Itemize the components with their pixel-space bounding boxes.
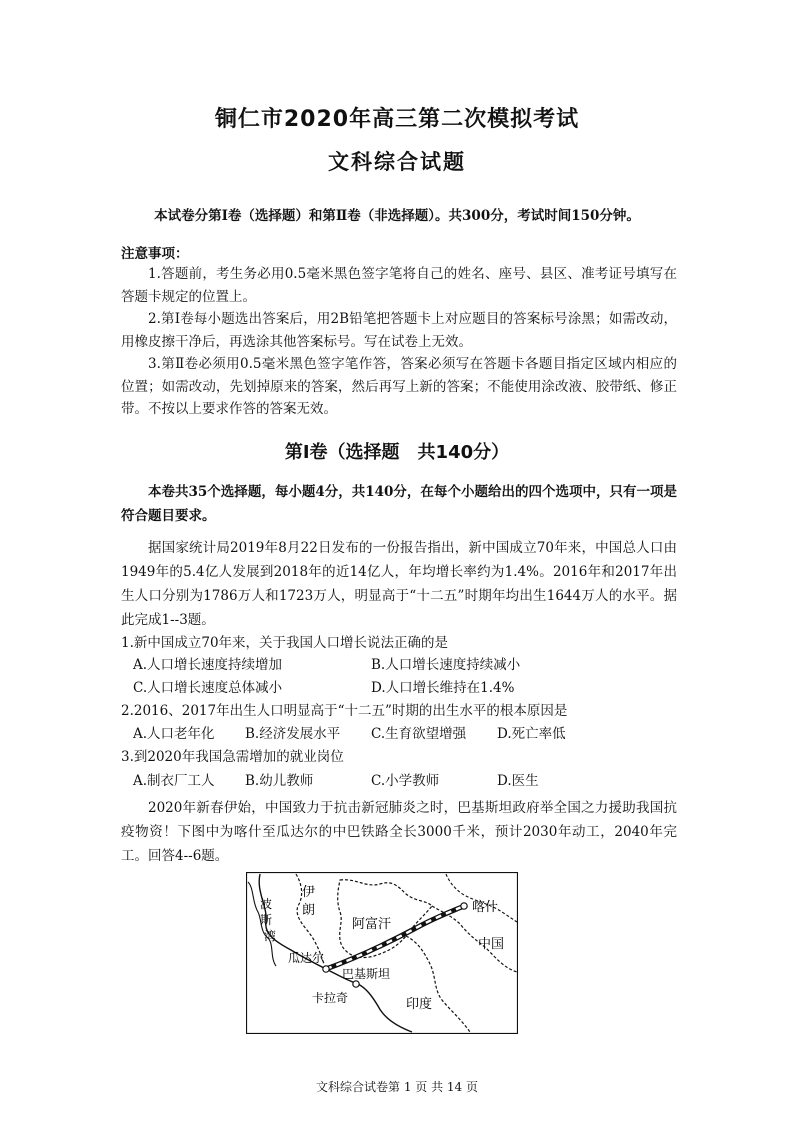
passage-population: 据国家统计局2019年8月22日发布的一份报告指出，新中国成立70年来，中国总人口由1949年的5.4亿人发展到2018年的近14亿人，年均增长率约为1.4%。2016年和2017年出生人口分别为1786万人和1723万人，明显高于“十二五”时期年均出生1644万人的水平。据此完成1--3题。	[121, 540, 677, 628]
label-india: 印度	[406, 997, 433, 1012]
question-3-stem: 3.到2020年我国急需增加的就业岗位	[121, 749, 344, 765]
question-1-option-a: A.人口增长速度持续增加	[133, 657, 283, 673]
gwadar-marker	[323, 966, 329, 972]
railway-map	[246, 872, 518, 1034]
question-2-option-b: B.经济发展水平	[245, 726, 341, 742]
label-karachi: 卡拉奇	[312, 991, 349, 1005]
notice-item-3: 3.第Ⅱ卷必须用0.5毫米黑色签字笔作答，答案必须写在答题卡各题目指定区域内相应的位置；如需改动，先划掉原来的答案，然后再写上新的答案；不能使用涂改液、胶带纸、修正带。不按以上要求作答的答案无效。	[121, 356, 677, 417]
question-1-stem: 1.新中国成立70年来，关于我国人口增长说法正确的是	[121, 635, 449, 651]
question-1-option-d: D.人口增长维持在1.4%	[371, 680, 515, 696]
label-gulf-3: 湾	[264, 929, 277, 943]
question-2-stem: 2.2016、2017年出生人口明显高于“十二五”时期的出生水平的根本原因是	[121, 703, 568, 719]
exam-intro: 本试卷分第Ⅰ卷（选择题）和第Ⅱ卷（非选择题）。共300分，考试时间150分钟。	[154, 208, 640, 224]
label-china: 中国	[478, 937, 505, 952]
notice-heading: 注意事项：	[121, 246, 189, 262]
question-1-option-c: C.人口增长速度总体减小	[133, 680, 283, 696]
label-gulf-2: 斯	[260, 913, 273, 927]
section-description: 本卷共35个选择题，每小题4分，共140分，在每个小题给出的四个选项中，只有一项是符合题目要求。	[121, 484, 677, 524]
notice-item-2: 2.第Ⅰ卷每小题选出答案后，用2B铅笔把答题卡上对应题目的答案标号涂黑；如需改动，用橡皮擦干净后，再选涂其他答案标号。写在试卷上无效。	[121, 311, 677, 350]
kashgar-marker	[461, 903, 467, 909]
question-2-option-d: D.死亡率低	[497, 726, 566, 742]
notice-item-1: 1.答题前，考生务必用0.5毫米黑色签字笔将自己的姓名、座号、县区、准考证号填写在答题卡规定的位置上。	[121, 266, 677, 305]
question-3-option-d: D.医生	[497, 773, 539, 789]
karachi-marker	[353, 981, 359, 987]
question-3-option-b: B.幼儿教师	[245, 773, 314, 789]
label-gulf-1: 波	[260, 897, 273, 911]
label-iran-1: 伊	[302, 885, 316, 900]
label-kashgar: 喀什	[472, 900, 499, 915]
page-footer: 文科综合试卷第 1 页 共 14 页	[316, 1080, 478, 1094]
question-3-option-c: C.小学教师	[371, 773, 440, 789]
question-1-option-b: B.人口增长速度持续减小	[371, 657, 521, 673]
question-3-option-a: A.制衣厂工人	[133, 773, 215, 789]
passage-railway: 2020年新春伊始，中国致力于抗击新冠肺炎之时，巴基斯坦政府举全国之力援助我国抗疫物资！下图中为喀什至瓜达尔的中巴铁路全长3000千米，预计2030年动工，2040年完工。回答4--6题。	[121, 800, 677, 864]
label-iran-2: 朗	[302, 903, 316, 918]
label-gwadar: 瓜达尔	[288, 951, 325, 965]
question-2-option-a: A.人口老年化	[133, 726, 215, 742]
exam-title: 铜仁市2020年高三第二次模拟考试	[214, 107, 580, 132]
label-afghanistan: 阿富汗	[352, 917, 392, 932]
label-pakistan: 巴基斯坦	[342, 967, 391, 981]
exam-subtitle: 文科综合试题	[328, 150, 466, 174]
section-title: 第Ⅰ卷（选择题 共140分）	[284, 442, 510, 463]
question-2-option-c: C.生育欲望增强	[371, 726, 467, 742]
